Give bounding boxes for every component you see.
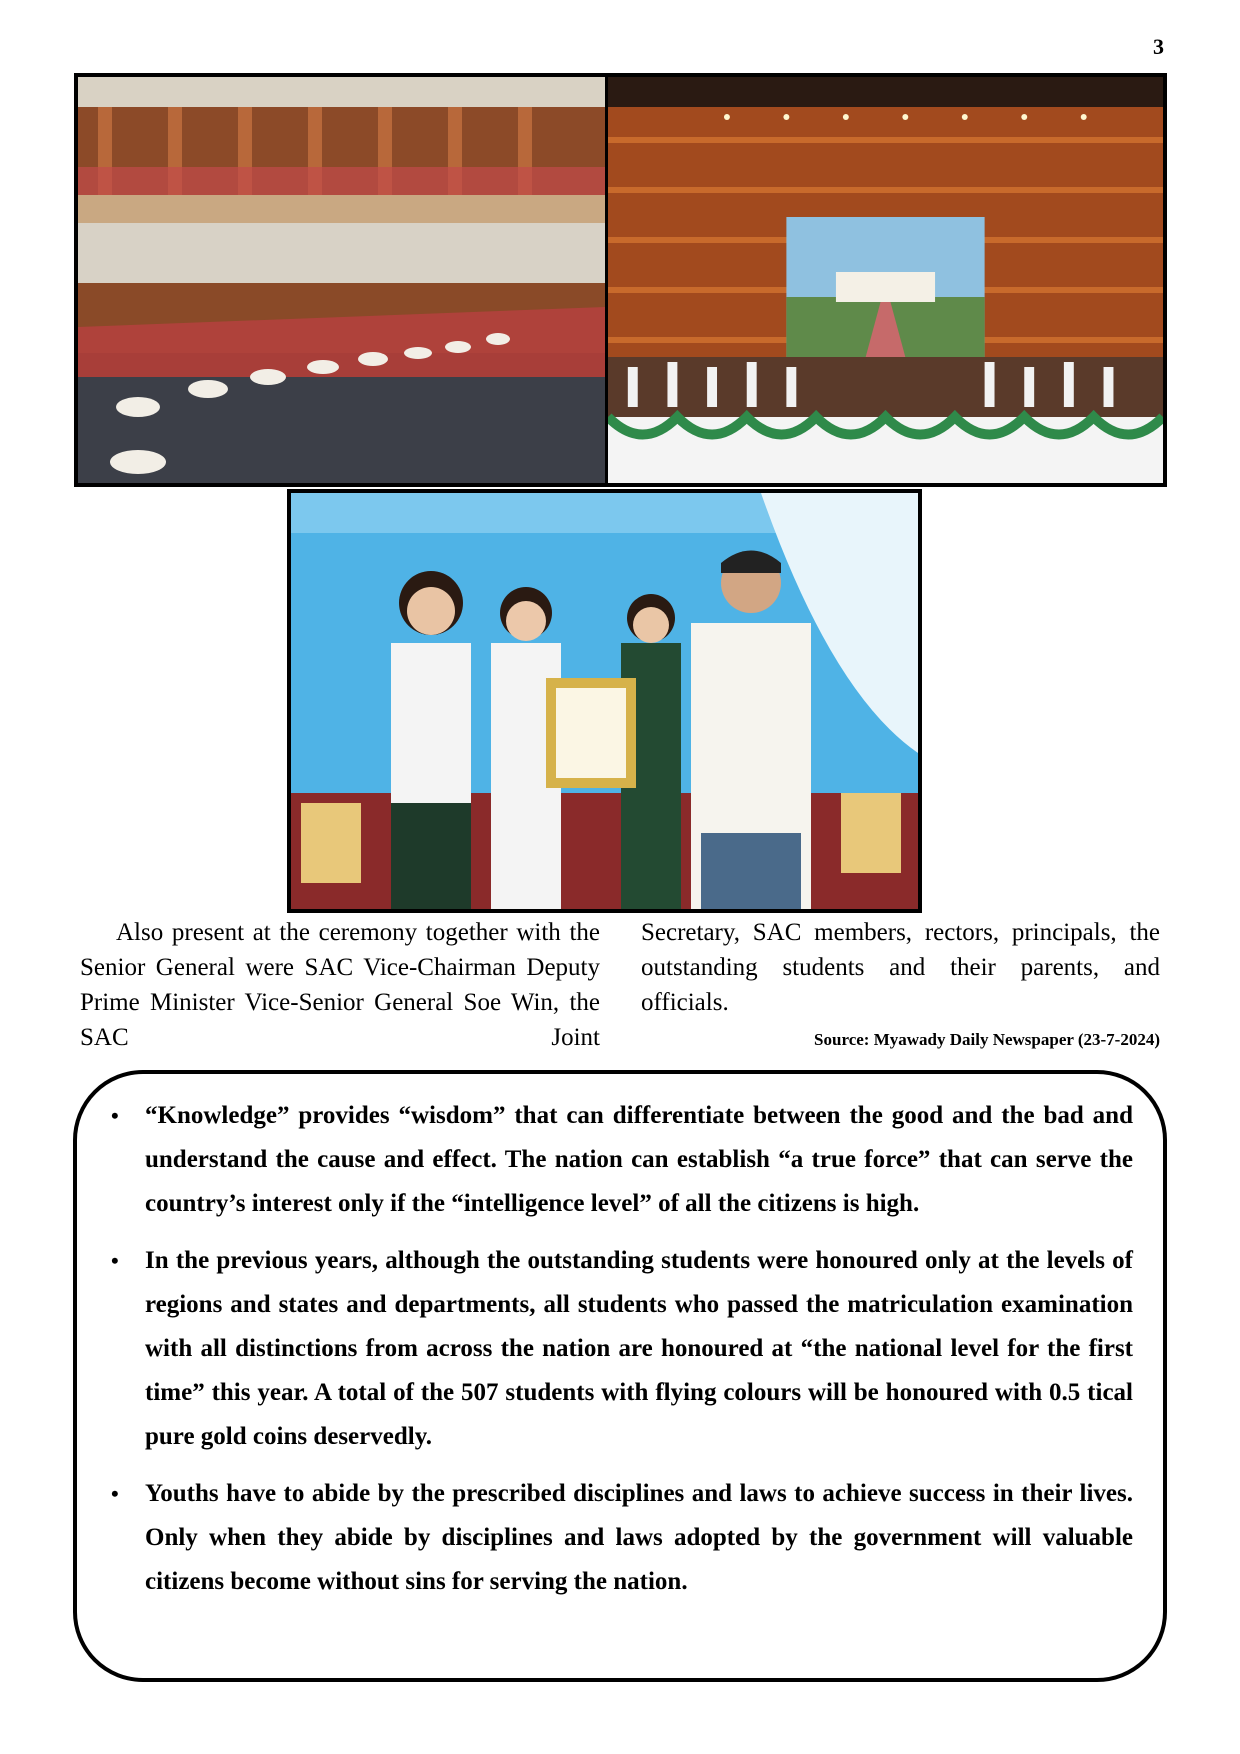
article-right-column: Secretary, SAC members, rectors, principals, the outstanding students and their parents, and officials. [641,919,1160,1016]
auditorium-audience-photo [78,77,605,483]
key-point-item [103,1094,1133,1226]
article-left-column: Also present at the ceremony together with the Senior General were SAC Vice-Chairman Deputy Prime Minister Vice-Senior General Soe Win, the SAC Joint [80,919,600,1051]
key-point-item [103,1472,1133,1604]
award-presentation-photo [287,489,922,913]
key-point-text: In the previous years, although the outstanding students were honoured only at the levels of regions and states and departments, all students who passed the matriculation examination with all distinctions from across the nation are honoured at “the national level for the first time” this year. A total of the 507 students with flying colours will be honoured with 0.5 tical pure gold coins deservedly. [145,1247,1133,1450]
page-number: 3 [1153,34,1164,59]
top-photo-row [74,73,1167,487]
key-point-text: Youths have to abide by the prescribed disciplines and laws to achieve success in their lives. Only when they abide by disciplines and laws adopted by the government will valuable citizens become without sins for serving the nation. [145,1480,1133,1595]
bullet-icon: • [111,1103,119,1128]
key-points-list [103,1094,1133,1617]
key-points-box [73,1070,1167,1682]
stage-performance-photo [608,77,1163,483]
bullet-icon: • [111,1248,119,1273]
key-point-text: “Knowledge” provides “wisdom” that can differentiate between the good and the bad and understand the cause and effect. The nation can establish “a true force” that can serve the country’s interest only if the “intelligence level” of all the citizens is high. [145,1102,1133,1217]
key-point-item [103,1239,1133,1459]
source-citation: Source: Myawady Daily Newspaper (23-7-2024) [814,1030,1160,1049]
bullet-icon: • [111,1481,119,1506]
